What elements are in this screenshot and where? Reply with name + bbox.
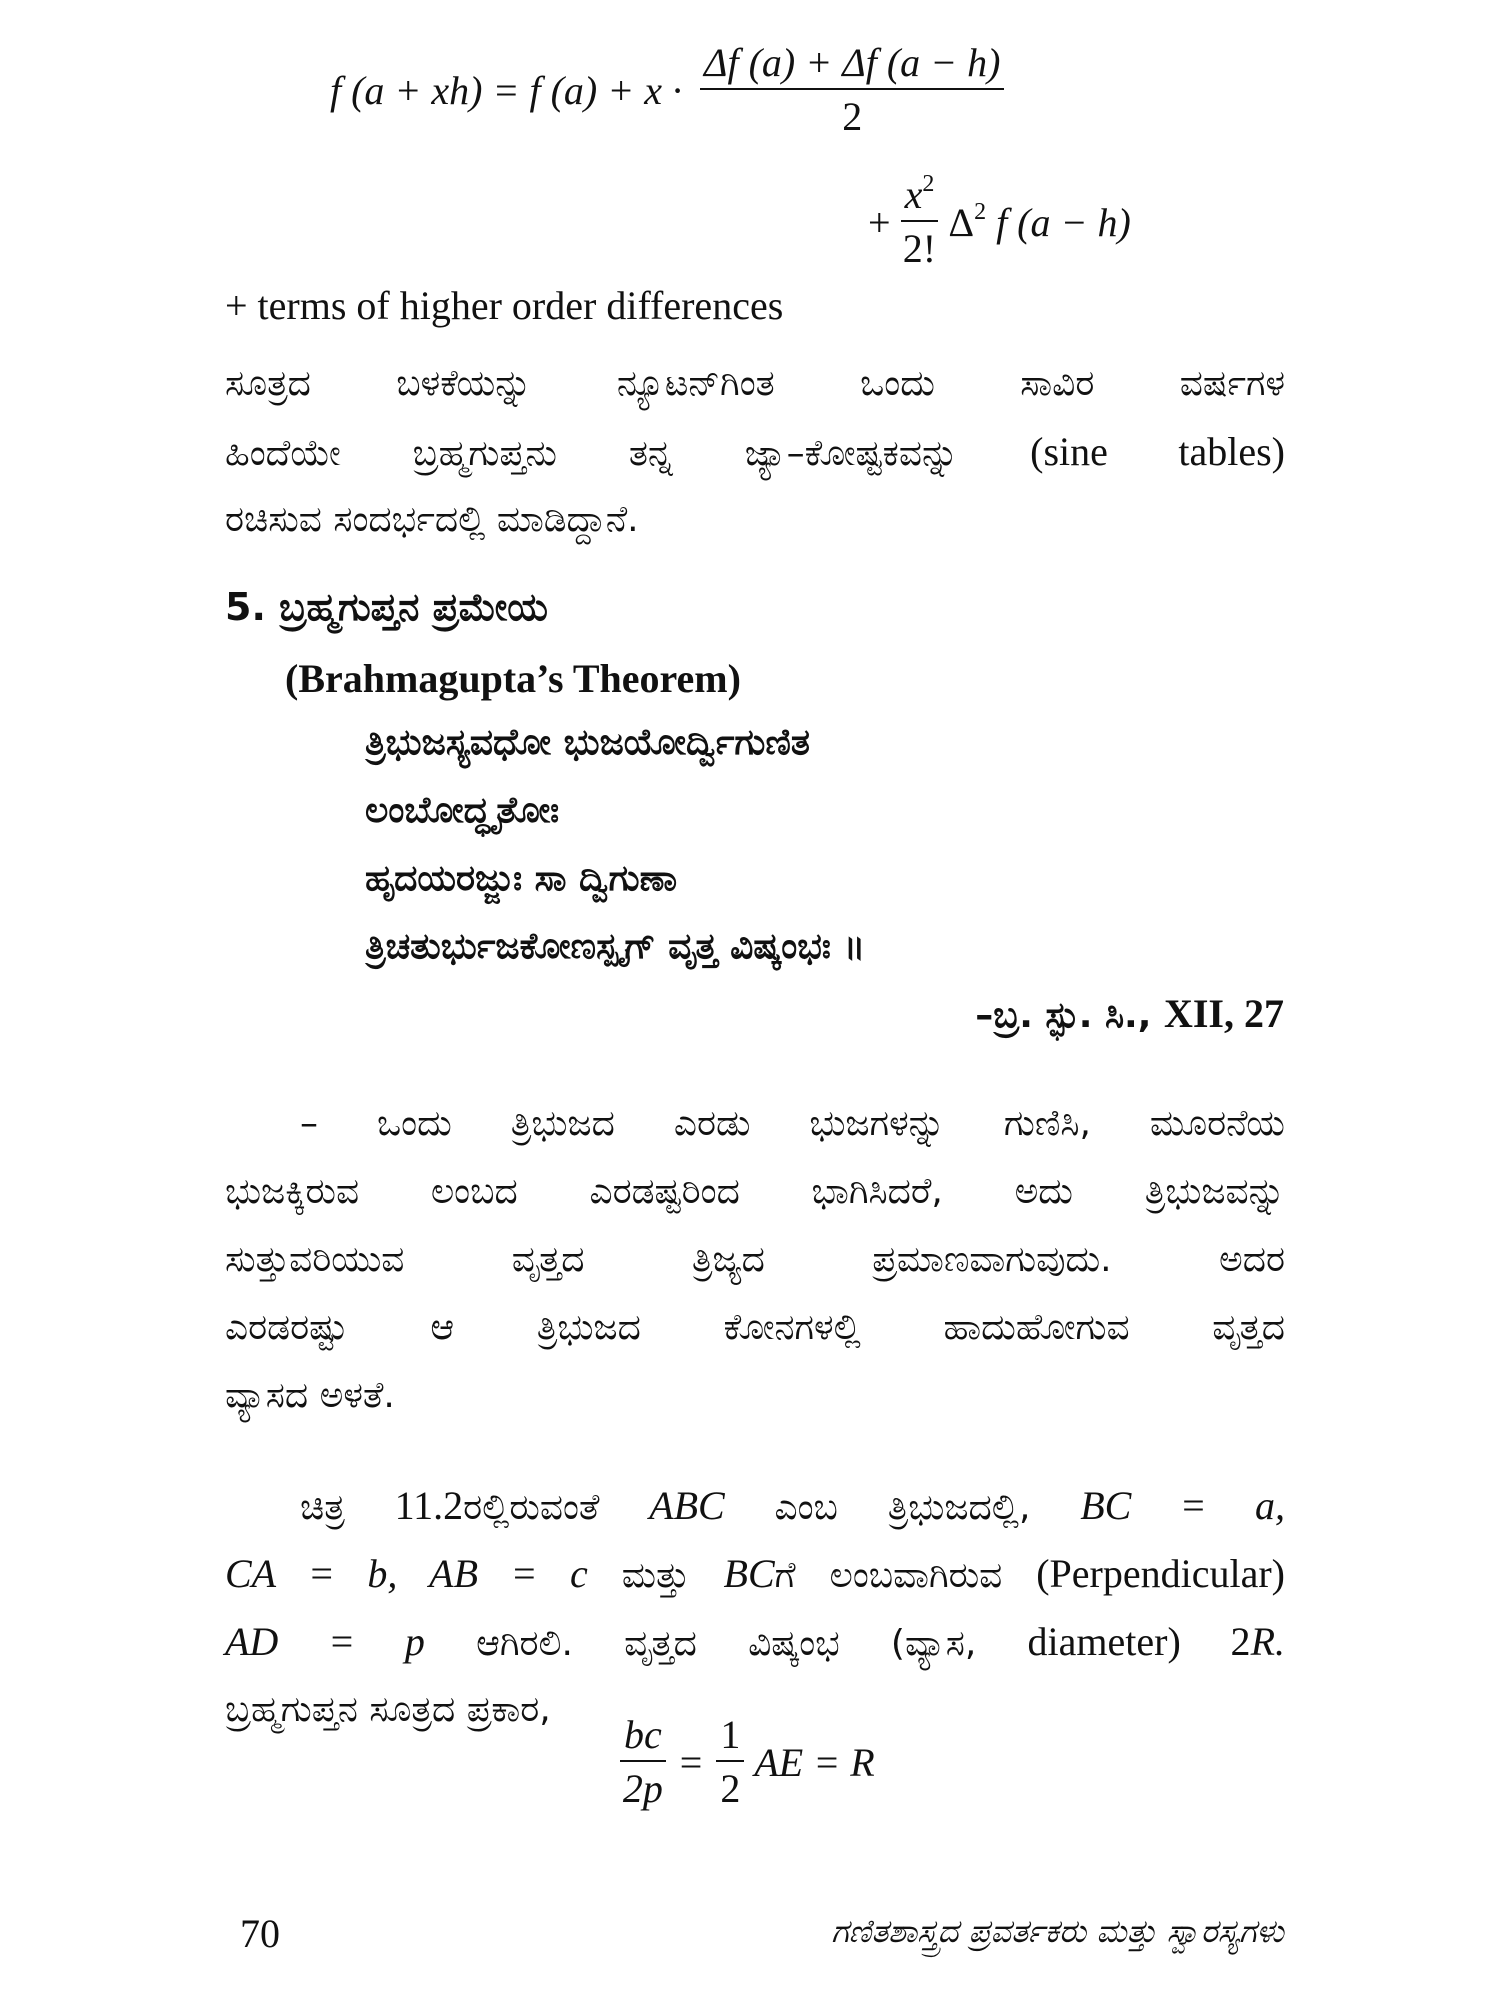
formula-fraction-x-squared	[901, 172, 939, 272]
equation-fragment: AD = p	[225, 1619, 425, 1664]
para1-line3: ರಚಿಸುವ ಸಂದರ್ಭದಲ್ಲಿ ಮಾಡಿದ್ದಾನೆ.	[225, 499, 639, 540]
formula-newton-line2	[868, 172, 1131, 272]
verse-reference	[975, 990, 1284, 1037]
para2-line4: ಎರಡರಷ್ಟು ಆ ತ್ರಿಭುಜದ ಕೋನಗಳಲ್ಲಿ ಹಾದುಹೋಗುವ ವೃತ್ತದ	[225, 1307, 1285, 1348]
para3-line3	[225, 1608, 1285, 1678]
side-label: BC	[723, 1551, 775, 1596]
para2-line5: ವ್ಯಾಸದ ಅಳತೆ.	[225, 1375, 395, 1416]
english-fragment: diameter) 2	[1027, 1619, 1251, 1664]
fraction-numerator: bc	[620, 1712, 666, 1762]
text-fragment: ಗೆ ಲಂಬವಾಗಿರುವ	[774, 1555, 1003, 1596]
fraction-numerator: 1	[716, 1712, 744, 1762]
equation-fragment: BC = a,	[1080, 1483, 1285, 1528]
text-fragment: ಚಿತ್ರ	[300, 1487, 345, 1528]
english-term: (Perpendicular)	[1036, 1551, 1285, 1596]
equation-fragment: CA = b, AB = c	[225, 1551, 588, 1596]
formula-second-difference	[948, 199, 1130, 246]
reference-kannada: –ಬ್ರ. ಸ್ಫು. ಸಿ.,	[975, 995, 1152, 1036]
verse-line: ತ್ರಿಚತುರ್ಭುಜಕೋಣಸ್ಪೃಗ್ ವೃತ್ತ ವಿಷ್ಕಂಭಃ ॥	[365, 926, 866, 967]
formula-fraction-first-difference	[700, 40, 1004, 140]
book-title: ಗಣಿತಶಾಸ್ತ್ರದ ಪ್ರವರ್ತಕರು ಮತ್ತು ಸ್ವಾರಸ್ಯಗಳು	[831, 1912, 1284, 1950]
exponent: 2	[974, 198, 987, 225]
text-fragment: ಮತ್ತು	[621, 1555, 690, 1596]
formula-lhs: f (a + xh) = f (a) + x ·	[330, 67, 682, 113]
exponent: 2	[922, 171, 935, 198]
para1-line1: ಸೂತ್ರದ ಬಳಕೆಯನ್ನು ನ್ಯೂಟನ್‌ಗಿಂತ ಒಂದು ಸಾವಿರ ವರ್ಷಗಳ	[225, 363, 1285, 404]
fraction-denominator: 2	[720, 1766, 741, 1811]
formula-rest: AE = R	[754, 1739, 875, 1785]
fraction-numerator	[901, 172, 939, 222]
english-term	[1028, 1619, 1285, 1664]
para3-line1	[300, 1472, 1285, 1542]
para3-line4: ಬ್ರಹ್ಮಗುಪ್ತನ ಸೂತ್ರದ ಪ್ರಕಾರ,	[225, 1689, 551, 1730]
fraction-bc-over-2p	[620, 1712, 666, 1812]
formula-newton-line1	[330, 40, 1004, 140]
triangle-label: ABC	[649, 1483, 725, 1528]
text-fragment: ರಲ್ಲಿರುವಂತೆ	[463, 1487, 600, 1528]
formula-brahmagupta	[620, 1712, 875, 1812]
fraction-denominator: 2!	[902, 226, 937, 271]
para1-line2	[225, 418, 1285, 488]
equals-sign: =	[679, 1739, 703, 1785]
para3-line2	[225, 1540, 1285, 1610]
reference-english: XII, 27	[1163, 991, 1284, 1036]
section-heading-english: (Brahmagupta’s Theorem)	[285, 656, 741, 701]
function-term: f (a − h)	[986, 199, 1131, 245]
text-fragment: ಆಗಿರಲಿ. ವೃತ್ತದ ವಿಷ್ಕಂಭ (ವ್ಯಾಸ,	[476, 1623, 977, 1664]
delta-symbol: Δ	[948, 199, 975, 245]
text-fragment: ಎಂಬ ತ್ರಿಭುಜದಲ್ಲಿ,	[774, 1487, 1031, 1528]
fraction-denominator: 2	[842, 94, 863, 139]
para1-line2-kannada: ಹಿಂದೆಯೇ ಬ್ರಹ್ಮಗುಪ್ತನು ತನ್ನ ಜ್ಯಾ–ಕೋಷ್ಟಕವನ್ನು	[225, 433, 959, 474]
figure-number: 11.2	[394, 1483, 464, 1528]
para2-line2: ಭುಜಕ್ಕಿರುವ ಲಂಬದ ಎರಡಷ್ಟರಿಂದ ಭಾಗಿಸಿದರೆ, ಅದು ತ್ರಿಭುಜವನ್ನು	[225, 1171, 1285, 1212]
verse-line: ಲಂಬೋದ್ಧೃತೋಃ	[365, 790, 560, 831]
para2-line1: – ಒಂದು ತ್ರಿಭುಜದ ಎರಡು ಭುಜಗಳನ್ನು ಗುಣಿಸಿ, ಮೂರನೆಯ	[300, 1103, 1285, 1144]
fraction-numerator: Δf (a) + Δf (a − h)	[700, 40, 1004, 90]
verse-line: ತ್ರಿಭುಜಸ್ಯವಧೋ ಭುಜಯೋರ್ದ್ವಿಗುಣಿತ	[365, 722, 810, 763]
formula-plus: +	[868, 199, 891, 245]
x-symbol: x	[904, 172, 923, 217]
page-number: 70	[240, 1911, 280, 1956]
radius-symbol: R.	[1250, 1619, 1285, 1664]
higher-order-terms: + terms of higher order differences	[225, 283, 784, 328]
verse-line: ಹೃದಯರಜ್ಜುಃ ಸಾ ದ್ವಿಗುಣಾ	[365, 858, 678, 899]
para2-line3: ಸುತ್ತುವರಿಯುವ ವೃತ್ತದ ತ್ರಿಜ್ಯದ ಪ್ರಮಾಣವಾಗುವುದು. ಅದರ	[225, 1239, 1285, 1280]
para1-line2-english: (sine tables)	[1030, 429, 1285, 474]
section-heading-kannada: 5. ಬ್ರಹ್ಮಗುಪ್ತನ ಪ್ರಮೇಯ	[225, 585, 548, 629]
fraction-denominator: 2p	[622, 1766, 663, 1811]
fraction-one-half	[716, 1712, 744, 1812]
